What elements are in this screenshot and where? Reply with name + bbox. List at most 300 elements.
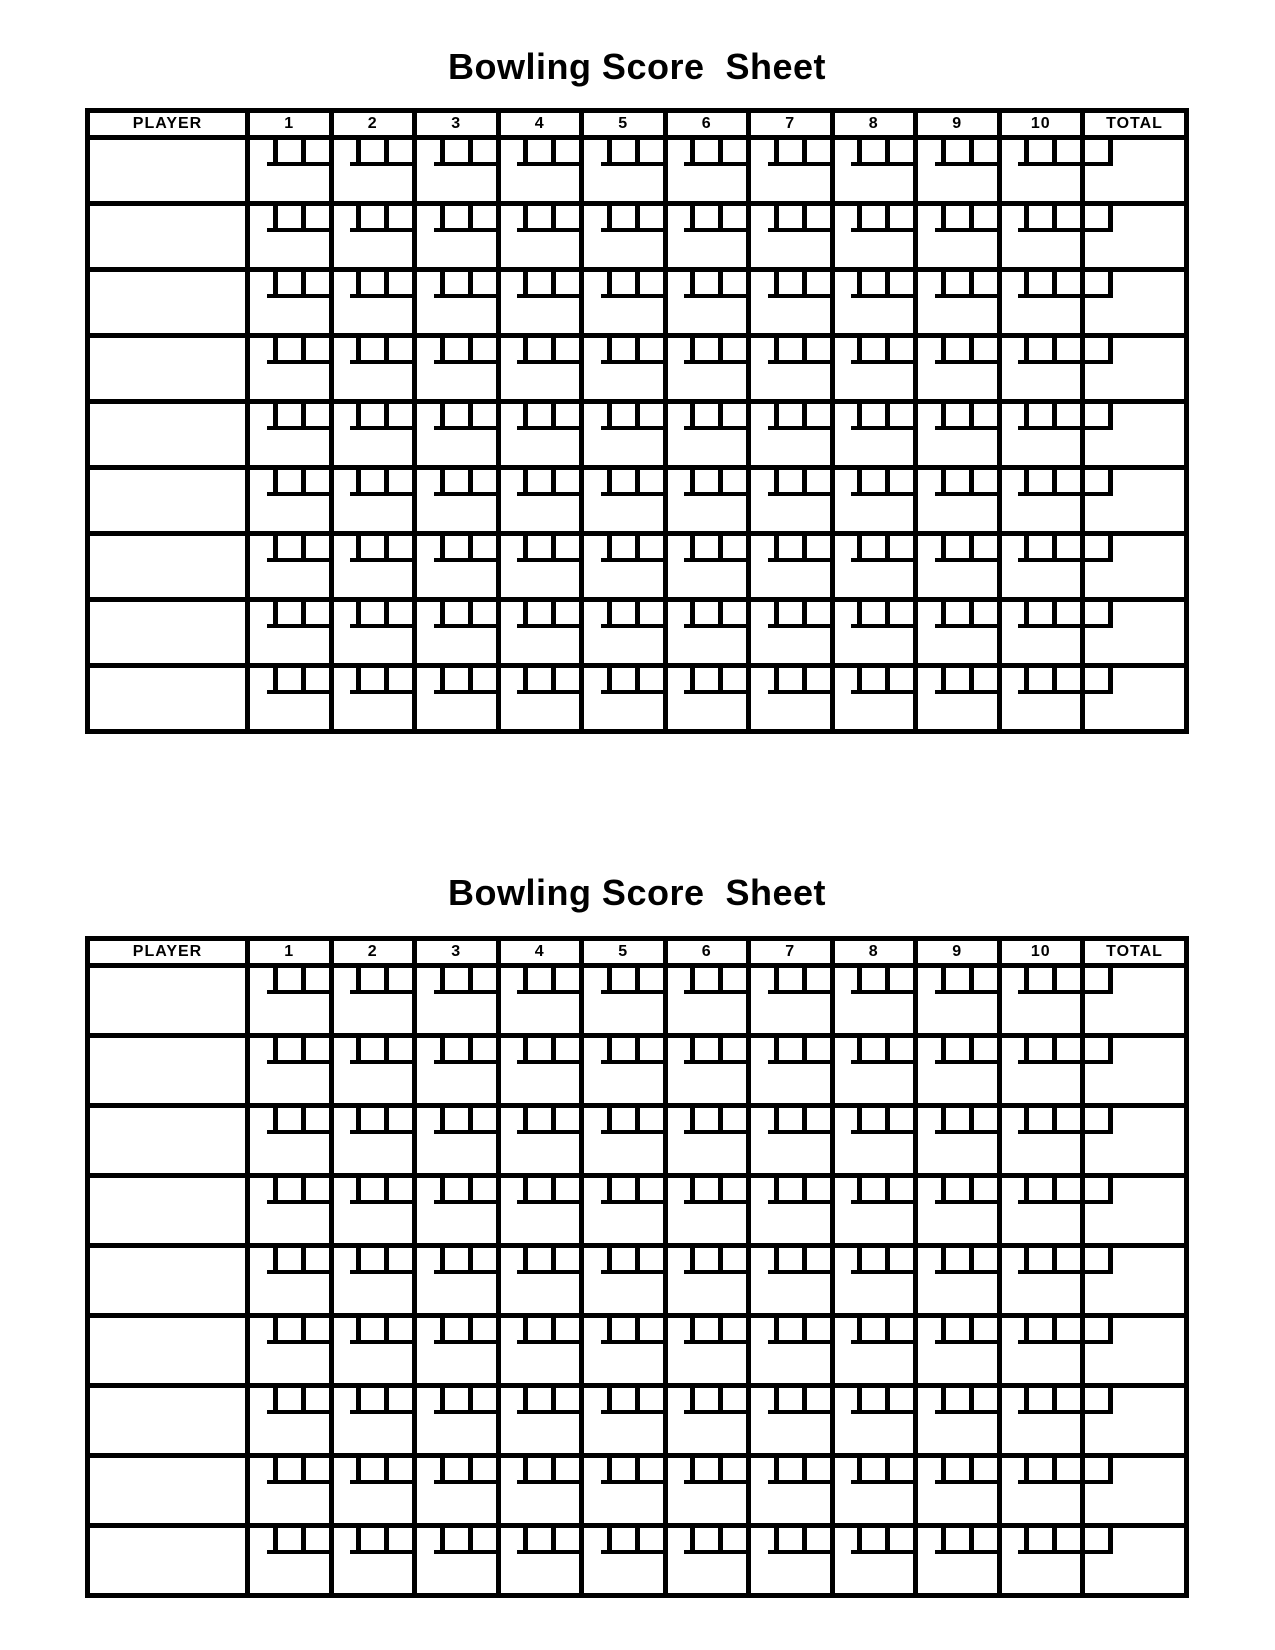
frame-cell-4 [501,668,585,729]
throw-boxes [267,1038,329,1064]
frame-cell-3 [417,338,501,399]
throw-boxes [768,206,830,232]
throw-boxes [601,1458,663,1484]
frame-cell-6 [668,404,752,465]
throw-box-1 [690,536,718,558]
frame10-third-throw-box [1085,140,1113,166]
throw-boxes [601,1108,663,1134]
throw-box-2 [885,338,913,360]
frame-cell-2 [334,668,418,729]
throw-box-1 [440,1248,468,1270]
throw-box-1 [356,140,384,162]
throw-box-1 [607,1108,635,1130]
frame-cell-4 [501,206,585,267]
player-row-2 [90,201,1184,267]
throw-box-1 [440,536,468,558]
frame-cell-1 [250,1178,334,1243]
total-cell [1085,272,1184,333]
frame-cell-1 [250,338,334,399]
frame-cell-10 [1002,404,1086,465]
throw-boxes [684,470,746,496]
throw-boxes [1018,536,1080,562]
throw-box-2 [551,1458,579,1480]
throw-box-1 [356,1318,384,1340]
throw-boxes [768,536,830,562]
header-cell-frame-6: 6 [668,113,752,135]
total-cell [1085,536,1184,597]
throw-boxes [434,1388,496,1414]
throw-boxes [1018,404,1080,430]
frame-cell-8 [835,1248,919,1313]
throw-boxes [851,1178,913,1204]
frame-cell-5 [584,1038,668,1103]
throw-boxes [684,668,746,694]
throw-boxes [517,1108,579,1134]
frame-cell-10 [1002,968,1086,1033]
throw-box-1 [607,1528,635,1550]
frame-cell-2 [334,140,418,201]
throw-boxes [434,1248,496,1274]
frame-cell-6 [668,968,752,1033]
throw-box-2 [1052,140,1080,162]
throw-box-2 [468,1178,496,1200]
throw-box-2 [969,1388,997,1410]
total-cell [1085,1528,1184,1593]
frame-cell-5 [584,404,668,465]
throw-boxes [267,404,329,430]
throw-boxes [1018,668,1080,694]
throw-boxes [851,1458,913,1484]
throw-boxes [517,968,579,994]
throw-boxes [601,1178,663,1204]
throw-box-2 [301,1458,329,1480]
throw-box-1 [523,206,551,228]
throw-box-1 [607,668,635,690]
frame-cell-4 [501,140,585,201]
throw-box-2 [635,1388,663,1410]
throw-boxes [851,1318,913,1344]
throw-boxes [517,1178,579,1204]
total-cell [1085,1108,1184,1173]
throw-boxes [350,272,412,298]
throw-box-1 [774,404,802,426]
sheet-title: Bowling Score Sheet [447,46,827,87]
frame-cell-6 [668,470,752,531]
throw-box-1 [690,1248,718,1270]
total-cell [1085,1318,1184,1383]
throw-boxes [935,1038,997,1064]
frame-cell-10 [1002,1108,1086,1173]
throw-box-2 [635,338,663,360]
throw-box-2 [969,602,997,624]
header-cell-frame-9: 9 [918,113,1002,135]
throw-box-1 [356,1248,384,1270]
frame-cell-1 [250,470,334,531]
throw-box-2 [718,1178,746,1200]
frame10-third-throw-box [1085,272,1113,298]
throw-box-2 [468,206,496,228]
header-row [90,941,1184,963]
throw-box-2 [301,1318,329,1340]
throw-boxes [851,272,913,298]
frame-cell-9 [918,1318,1002,1383]
throw-box-1 [273,1388,301,1410]
total-cell [1085,1388,1184,1453]
frame-cell-6 [668,1528,752,1593]
throw-box-2 [802,272,830,294]
throw-box-2 [802,1178,830,1200]
frame-cell-7 [751,968,835,1033]
throw-box-2 [718,140,746,162]
throw-box-1 [690,272,718,294]
throw-boxes [851,338,913,364]
throw-box-2 [301,338,329,360]
frame-cell-1 [250,1248,334,1313]
frame-cell-8 [835,1458,919,1523]
throw-box-1 [1024,1038,1052,1060]
throw-box-1 [941,1178,969,1200]
throw-box-1 [857,1108,885,1130]
throw-box-2 [885,1038,913,1060]
throw-box-2 [1052,1178,1080,1200]
frame-cell-10 [1002,1318,1086,1383]
frame-cell-2 [334,272,418,333]
player-name-cell [90,470,250,531]
throw-box-1 [857,272,885,294]
throw-box-1 [523,1108,551,1130]
throw-boxes [1018,1388,1080,1414]
throw-boxes [935,536,997,562]
throw-box-2 [969,1038,997,1060]
throw-boxes [1018,602,1080,628]
header-cell-frame-1: 1 [250,113,334,135]
throw-box-1 [690,338,718,360]
throw-box-2 [301,1388,329,1410]
throw-box-1 [440,1318,468,1340]
throw-boxes [935,338,997,364]
total-cell [1085,668,1184,729]
throw-box-1 [857,206,885,228]
throw-box-1 [607,272,635,294]
throw-box-2 [468,602,496,624]
frame-cell-10 [1002,206,1086,267]
frame-cell-3 [417,1248,501,1313]
throw-boxes [1018,206,1080,232]
frame-cell-3 [417,602,501,663]
throw-box-1 [941,668,969,690]
frame-cell-10 [1002,338,1086,399]
throw-boxes [684,272,746,298]
throw-box-1 [523,968,551,990]
score-table [85,936,1189,1598]
throw-boxes [1018,272,1080,298]
frame-cell-4 [501,1038,585,1103]
frame-cell-1 [250,1108,334,1173]
throw-box-1 [523,536,551,558]
throw-box-1 [523,668,551,690]
frame-cell-2 [334,1248,418,1313]
player-row-2 [90,1033,1184,1103]
throw-box-1 [523,1248,551,1270]
frame-cell-1 [250,206,334,267]
throw-box-1 [440,206,468,228]
frame-cell-1 [250,1038,334,1103]
frame-cell-8 [835,1178,919,1243]
throw-boxes [517,1388,579,1414]
frame-cell-7 [751,140,835,201]
throw-box-2 [384,272,412,294]
throw-boxes [267,140,329,166]
frame-cell-8 [835,1528,919,1593]
throw-box-2 [384,668,412,690]
throw-box-2 [468,1038,496,1060]
player-name-cell [90,1108,250,1173]
throw-box-2 [468,140,496,162]
throw-box-2 [635,1318,663,1340]
player-name-cell [90,1458,250,1523]
frame-cell-6 [668,140,752,201]
throw-boxes [267,1318,329,1344]
throw-box-1 [941,1108,969,1130]
throw-boxes [684,1248,746,1274]
throw-boxes [935,1248,997,1274]
throw-box-2 [718,338,746,360]
header-cell-frame-8: 8 [835,113,919,135]
player-name-cell [90,272,250,333]
player-name-cell [90,1038,250,1103]
throw-boxes [601,668,663,694]
throw-box-1 [356,206,384,228]
frame10-third-throw-box [1085,1108,1113,1134]
total-cell [1085,602,1184,663]
throw-box-1 [440,1178,468,1200]
throw-box-2 [802,536,830,558]
throw-box-1 [523,1388,551,1410]
frame-cell-9 [918,602,1002,663]
throw-box-2 [468,1388,496,1410]
frame-cell-4 [501,1108,585,1173]
throw-boxes [851,1528,913,1554]
throw-box-1 [774,338,802,360]
throw-box-1 [356,1388,384,1410]
frame-cell-1 [250,668,334,729]
throw-boxes [350,968,412,994]
throw-box-2 [301,404,329,426]
throw-box-2 [301,1178,329,1200]
throw-box-2 [635,272,663,294]
throw-box-2 [384,470,412,492]
throw-box-1 [607,470,635,492]
frame-cell-7 [751,1388,835,1453]
throw-box-1 [1024,1528,1052,1550]
frame-cell-6 [668,1108,752,1173]
header-cell-frame-8: 8 [835,941,919,963]
throw-boxes [1018,1318,1080,1344]
throw-box-1 [857,668,885,690]
throw-box-1 [941,536,969,558]
throw-box-2 [551,404,579,426]
throw-box-1 [774,206,802,228]
throw-box-2 [635,968,663,990]
header-cell-frame-5: 5 [584,113,668,135]
throw-box-1 [857,470,885,492]
frame-cell-5 [584,968,668,1033]
throw-box-2 [885,1388,913,1410]
throw-boxes [517,602,579,628]
throw-box-1 [273,470,301,492]
throw-box-1 [941,1458,969,1480]
frame-cell-2 [334,1038,418,1103]
frame-cell-2 [334,1108,418,1173]
frame10-third-throw-box [1085,1528,1113,1554]
throw-boxes [267,338,329,364]
frame-cell-8 [835,272,919,333]
throw-box-2 [885,1528,913,1550]
throw-boxes [768,968,830,994]
throw-boxes [517,668,579,694]
frame-cell-10 [1002,470,1086,531]
throw-box-1 [857,1038,885,1060]
throw-boxes [1018,140,1080,166]
throw-box-2 [468,1458,496,1480]
player-name-cell [90,668,250,729]
throw-box-1 [1024,668,1052,690]
throw-box-2 [384,536,412,558]
throw-boxes [768,1038,830,1064]
frame-cell-4 [501,968,585,1033]
frame-cell-8 [835,668,919,729]
frame-cell-2 [334,1318,418,1383]
frame-cell-3 [417,1038,501,1103]
throw-boxes [601,140,663,166]
throw-box-2 [301,1038,329,1060]
player-row-5 [90,1243,1184,1313]
throw-box-2 [635,140,663,162]
throw-boxes [350,140,412,166]
header-cell-frame-3: 3 [417,113,501,135]
throw-box-2 [551,140,579,162]
throw-boxes [434,338,496,364]
frame-cell-5 [584,1108,668,1173]
frame-cell-6 [668,272,752,333]
frame-cell-8 [835,1318,919,1383]
throw-boxes [434,968,496,994]
header-cell-frame-10: 10 [1002,113,1086,135]
header-cell-frame-7: 7 [751,113,835,135]
throw-boxes [350,1458,412,1484]
frame-cell-9 [918,140,1002,201]
player-name-cell [90,338,250,399]
throw-boxes [517,404,579,430]
throw-boxes [517,1528,579,1554]
frame-cell-5 [584,206,668,267]
throw-box-2 [384,338,412,360]
throw-boxes [350,1248,412,1274]
frame10-third-throw-box [1085,1388,1113,1414]
throw-boxes [684,1108,746,1134]
throw-box-1 [941,968,969,990]
throw-box-1 [440,404,468,426]
throw-box-2 [885,1108,913,1130]
throw-box-1 [273,968,301,990]
frame-cell-6 [668,338,752,399]
throw-box-2 [1052,1528,1080,1550]
throw-box-2 [885,536,913,558]
throw-box-1 [440,1458,468,1480]
frame-cell-10 [1002,602,1086,663]
throw-box-2 [468,1108,496,1130]
throw-box-1 [857,1178,885,1200]
throw-box-2 [301,1528,329,1550]
header-cell-frame-4: 4 [501,941,585,963]
throw-box-2 [301,272,329,294]
player-name-cell [90,1178,250,1243]
throw-box-2 [468,470,496,492]
throw-box-2 [969,1458,997,1480]
player-row-9 [90,1523,1184,1593]
throw-box-2 [384,140,412,162]
throw-box-1 [690,206,718,228]
score-table [85,108,1189,734]
throw-box-2 [802,968,830,990]
throw-box-2 [969,536,997,558]
throw-box-1 [273,1458,301,1480]
throw-box-1 [273,1248,301,1270]
throw-boxes [434,404,496,430]
throw-boxes [768,338,830,364]
total-cell [1085,140,1184,201]
frame-cell-8 [835,338,919,399]
header-cell-frame-3: 3 [417,941,501,963]
frame-cell-5 [584,602,668,663]
throw-box-2 [969,338,997,360]
throw-boxes [601,1318,663,1344]
throw-box-1 [607,1458,635,1480]
throw-box-1 [1024,470,1052,492]
frame-cell-10 [1002,1388,1086,1453]
throw-boxes [935,1178,997,1204]
throw-box-1 [1024,602,1052,624]
frame-cell-9 [918,1248,1002,1313]
frame-cell-6 [668,668,752,729]
frame-cell-7 [751,1108,835,1173]
throw-box-1 [523,404,551,426]
frame-cell-9 [918,272,1002,333]
throw-box-1 [774,1318,802,1340]
throw-box-1 [440,668,468,690]
throw-box-1 [941,206,969,228]
frame-cell-5 [584,1248,668,1313]
throw-boxes [768,1178,830,1204]
throw-box-1 [607,1038,635,1060]
throw-box-2 [718,206,746,228]
frame-cell-7 [751,536,835,597]
throw-box-2 [384,1038,412,1060]
throw-boxes [935,668,997,694]
throw-boxes [1018,338,1080,364]
frame-cell-4 [501,1458,585,1523]
throw-boxes [517,140,579,166]
frame-cell-6 [668,602,752,663]
total-cell [1085,968,1184,1033]
frame-cell-5 [584,1178,668,1243]
throw-box-2 [1052,1248,1080,1270]
throw-box-1 [440,338,468,360]
throw-box-1 [273,338,301,360]
throw-box-1 [607,968,635,990]
throw-box-1 [690,1388,718,1410]
throw-boxes [684,968,746,994]
